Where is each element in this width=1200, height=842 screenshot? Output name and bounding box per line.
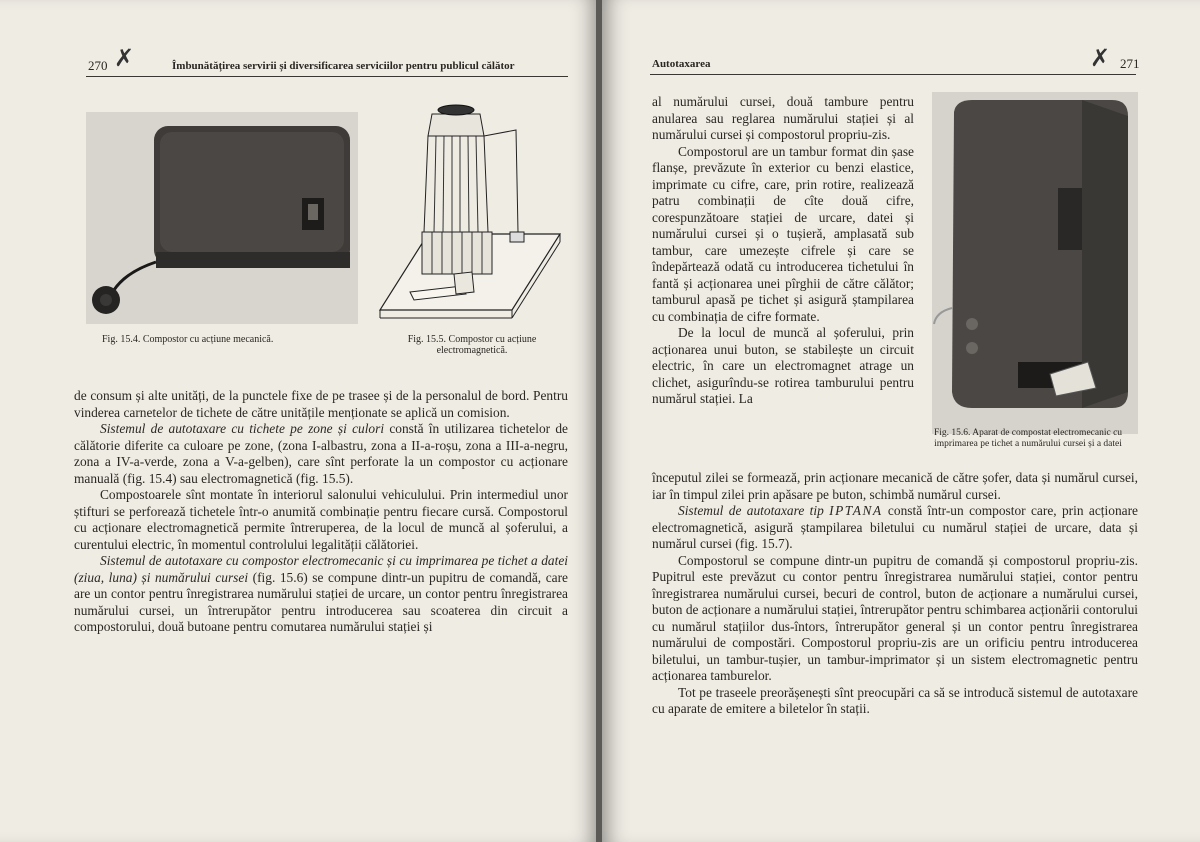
italic-lead: Sistemul de autotaxare tip xyxy=(678,503,824,518)
figure-15-5-caption-line2: electromagnetică. xyxy=(436,345,508,356)
figure-15-4-photo xyxy=(86,112,358,324)
figure-15-5-caption xyxy=(374,334,570,356)
right-wrapped-text xyxy=(652,94,914,408)
paragraph: al numărului cursei, două tambure pentru anularea sau reglarea numărului stației și al numărului cursei și compostorul propriu-zis. xyxy=(652,94,914,142)
paragraph-text: constă într-un compostor care, prin acționare electromagnetică, asigură ștampilarea biletului cu numărul stației de urcare, data și numărul cursei (fig. 15.7). xyxy=(652,503,1138,551)
paragraph: De la locul de muncă al șoferului, prin acționarea unui buton, se stabilește un circuit electric, în care un electromagnet atrage un clichet, asigurîndu-se rotirea tamburului pentru numărul stației. La xyxy=(652,325,914,406)
header-rule xyxy=(650,74,1136,75)
paragraph xyxy=(74,421,568,487)
paragraph: de consum și alte unități, de la punctele fixe de pe trasee și de la personalul de bord. Pentru vinderea carnetelor de tichete de către unitățile menționate se aplică un comision. xyxy=(74,388,568,420)
header-rule xyxy=(86,76,568,77)
compostor-electromagnetic-drawing xyxy=(362,96,572,328)
running-title: Îmbunătățirea servirii și diversificarea serviciilor pentru publicul călător xyxy=(172,60,515,72)
paragraph-text: (fig. 15.6) se compune dintr-un pupitru de comandă, care are un contor pentru înregistrarea numărului stației de urcare, un contor pentru înregistrarea numărului cursei, un întrerupător pentru introducerea sau scoaterea din circuit a compostorului, două butoane pentru comutarea numărului stației și xyxy=(74,569,568,634)
italic-lead: Sistemul de autotaxare cu tichete pe zone și culori xyxy=(100,421,385,436)
pencil-mark-icon: ✗ xyxy=(1090,44,1111,72)
paragraph: Compostoarele sînt montate în interiorul salonului vehiculului. Prin intermediul unor știfturi se perforează tichetele într-o anumită combinație pentru fiecare cursă. Compostorul cu acționare electromagnetică permite întreruperea, de la locul de muncă al șoferului, a curentului electric, în momentul controlului legalității călătoriei. xyxy=(74,487,568,552)
right-page xyxy=(602,0,1200,842)
paragraph xyxy=(74,553,568,636)
paragraph-text: constă în utilizarea tichetelor de călătorie diferite ca culoare pe zone, (zona I-albastru, zona a II-a-roșu, zona a III-a-negru, zona a IV-a-verde, zona a V-a-gelben), care sînt perforate la un compostor cu acționare manuală (fig. 15.4) sau electromagnetică (fig. 15.5). xyxy=(74,421,569,486)
aparat-compostat-image xyxy=(932,92,1138,434)
figure-15-6-photo xyxy=(932,92,1138,434)
pencil-mark-icon: ✗ xyxy=(114,44,135,72)
left-page xyxy=(0,0,598,842)
page-number: 271 xyxy=(1120,56,1140,71)
paragraph: Tot pe traseele preorășenești sînt preocupări ca să se introducă sistemul de autotaxare cu aparate de emitere a biletelor în stații. xyxy=(652,684,1138,716)
running-title: Autotaxarea xyxy=(652,58,711,70)
compostor-mechanic-image xyxy=(86,112,358,324)
left-body-text xyxy=(74,388,568,636)
figure-15-5-drawing xyxy=(362,96,572,328)
paragraph: Compostorul se compune dintr-un pupitru de comandă și compostorul propriu-zis. Pupitrul este prevăzut cu contor pentru înregistrarea numărului stației, contor pentru înregistrarea numărului cursei, becuri de control, buton de acționare a numărului cursei, buton de acționare a numărului stației, întrerupător pentru schimbarea acționării contorului cu numărul stațiilor dus-întors, întrerupător general și un contor pentru înregistrarea numărului de compostări. Compostorul propriu-zis are un orificiu pentru introducerea biletului, un tambur-tușier, un tambur-imprimator și un sistem electromagnetic pentru acționarea tamburelor. xyxy=(652,552,1138,683)
paragraph: Compostorul are un tambur format din șase flanșe, prevăzute în exterior cu benzi elastice, imprimate cu cifre, care, prin rotire, realizează patru combinații de cîte două cifre, corespunzătoare stației de urcare, datei și numărului cursei și o tușieră, amplasată sub tambur, care umezește cifrele și care se îndepărtează odată cu introducerea tichetului în fantă și acționarea unei pîrghii de către călător; tamburul apasă pe tichet și asigură ștampilarea cu combinația de cifre formate. xyxy=(652,143,914,324)
page-number: 270 xyxy=(88,58,108,73)
figure-15-5-caption-line1: Fig. 15.5. Compostor cu acțiune xyxy=(407,334,537,345)
figure-15-4-caption: Fig. 15.4. Compostor cu acțiune mecanică. xyxy=(102,334,274,345)
spaced-term: IPTANA xyxy=(829,503,883,518)
italic-lead: Sistemul de autotaxare cu compostor electromecanic și cu imprimarea pe tichet a datei (ziua, luna) și numărului cursei xyxy=(74,553,568,585)
paragraph xyxy=(652,503,1138,553)
right-body-text xyxy=(652,470,1138,718)
paragraph: începutul zilei se formează, prin acționare mecanică de către șofer, data și numărul cursei, iar în timpul zilei prin apăsare pe buton, schimbă numărul cursei. xyxy=(652,470,1138,502)
figure-15-6-caption: Fig. 15.6. Aparat de compostat electromecanic cu imprimarea pe tichet a numărului cursei și a datei xyxy=(933,428,1123,449)
